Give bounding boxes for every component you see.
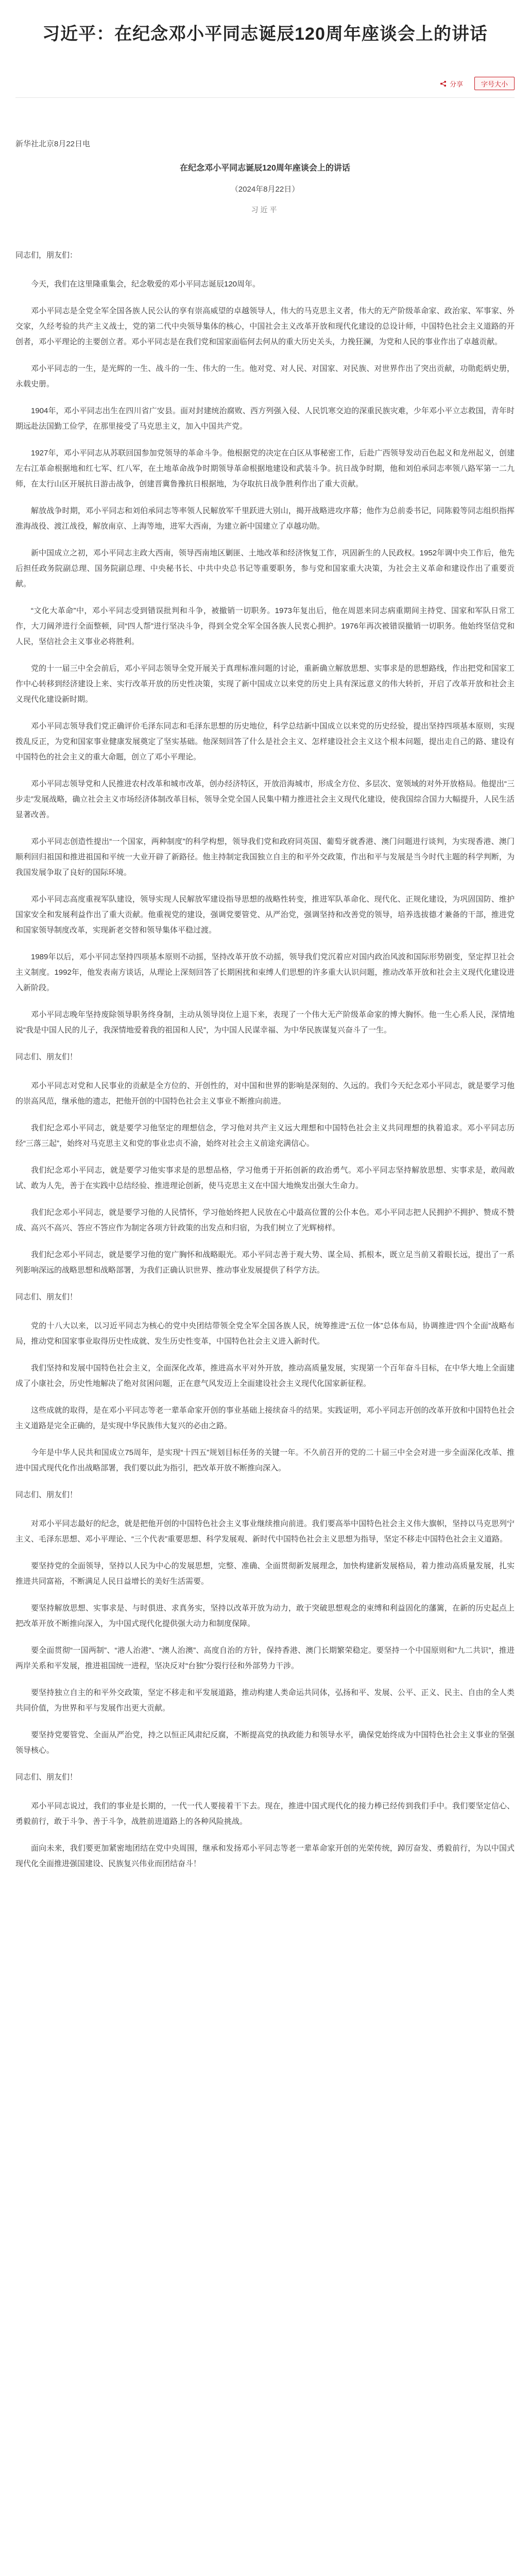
body-paragraph: 邓小平同志创造性提出“一个国家，两种制度”的科学构想，领导我们党和政府同英国、葡萄牙就香港、澳门问题进行谈判，为实现香港、澳门顺利回归祖国和推进祖国和平统一大业开辟了新路径。他主持制定我国独立自主的和平外交政策，作出和平与发展是当今时代主题的科学判断，为我国发展争取了良好的国际环境。 [15, 837, 515, 877]
header-divider [15, 97, 515, 98]
font-size-button[interactable] [474, 77, 515, 90]
article-body [15, 248, 515, 1872]
body-paragraph: 党的十八大以来，以习近平同志为核心的党中央团结带领全党全军全国各族人民，统筹推进“五位一体”总体布局，协调推进“四个全面”战略布局，推动党和国家事业取得历史性成就、发生历史性变革，中国特色社会主义进入新时代。 [15, 1321, 515, 1346]
salutation: 同志们、朋友们！ [15, 1773, 78, 1782]
salutation: 同志们、朋友们！ [15, 1293, 78, 1301]
salutation: 同志们，朋友们： [15, 251, 78, 260]
body-paragraph: 党的十一届三中全会前后，邓小平同志领导全党开展关于真理标准问题的讨论，重新确立解放思想、实事求是的思想路线，作出把党和国家工作中心转移到经济建设上来、实行改革开放的历史性决策，实现了新中国成立以来党的历史上具有深远意义的伟大转折，开启了改革开放和社会主义现代化建设新时期。 [15, 664, 515, 704]
font-size-label: 字号大小 [481, 80, 508, 88]
page-title: 习近平：在纪念邓小平同志诞辰120周年座谈会上的讲话 [42, 24, 488, 44]
body-paragraph: 我们坚持和发展中国特色社会主义，全面深化改革，推进高水平对外开放，推动高质量发展，实现第一个百年奋斗目标，在中华大地上全面建成了小康社会，历史性地解决了绝对贫困问题，正在意气风发迈上全面建设社会主义现代化国家新征程。 [15, 1364, 515, 1388]
body-paragraph: 我们纪念邓小平同志，就是要学习他的宽广胸怀和战略眼光。邓小平同志善于观大势、谋全局、抓根本，既立足当前又着眼长远，提出了一系列影响深远的战略思想和战略部署，为我们正确认识世界、推动事业发展提供了科学方法。 [15, 1250, 515, 1275]
body-paragraph: 邓小平同志领导党和人民推进农村改革和城市改革，创办经济特区，开放沿海城市，形成全方位、多层次、宽领域的对外开放格局。他提出“三步走”发展战略，确立社会主义市场经济体制改革目标，领导全党全国人民集中精力推进社会主义现代化建设，使我国综合国力大幅提升，人民生活显著改善。 [15, 779, 515, 819]
body-paragraph: 邓小平同志说过，我们的事业是长期的，一代一代人要接着干下去。现在，推进中国式现代化的接力棒已经传到我们手中。我们要坚定信心、勇毅前行，敢于斗争、善于斗争，战胜前进道路上的各种风险挑战。 [15, 1802, 515, 1826]
body-paragraph: 邓小平同志的一生，是光辉的一生、战斗的一生、伟大的一生。他对党、对人民、对国家、对民族、对世界作出了突出贡献，功勋彪炳史册，永载史册。 [15, 364, 515, 388]
body-paragraph: 今年是中华人民共和国成立75周年，是实现“十四五”规划目标任务的关键一年。不久前召开的党的二十届三中全会对进一步全面深化改革、推进中国式现代化作出战略部署，我们要以此为指引，把改革开放不断推向深入。 [15, 1448, 515, 1472]
article-date: （2024年8月22日） [230, 185, 300, 194]
article-subtitle: 在纪念邓小平同志诞辰120周年座谈会上的讲话 [180, 164, 350, 173]
body-paragraph: 我们纪念邓小平同志，就是要学习他的人民情怀，学习他始终把人民放在心中最高位置的公仆本色。邓小平同志把人民拥护不拥护、赞成不赞成、高兴不高兴、答应不答应作为制定各项方针政策的出发点和归宿，为我们树立了光辉榜样。 [15, 1208, 515, 1232]
body-paragraph: 邓小平同志晚年坚持废除领导职务终身制，主动从领导岗位上退下来，表现了一个伟大无产阶级革命家的博大胸怀。他一生心系人民，深情地说“我是中国人民的儿子，我深情地爱着我的祖国和人民”，为中国人民谋幸福、为中华民族谋复兴奋斗了一生。 [15, 1010, 515, 1035]
share-label: 分享 [449, 80, 463, 88]
share-button[interactable] [434, 77, 469, 90]
body-paragraph: 1927年，邓小平同志从苏联回国参加党领导的革命斗争。他根据党的决定在白区从事秘密工作，后赴广西领导发动百色起义和龙州起义，创建左右江革命根据地和红七军、红八军，在土地革命战争时期领导革命根据地建设和武装斗争。抗日战争时期，他和刘伯承同志率领八路军第一二九师，在太行山区开展抗日游击战争，创建晋冀鲁豫抗日根据地，为夺取抗日战争胜利作出了重大贡献。 [15, 449, 515, 488]
salutation: 同志们、朋友们！ [15, 1053, 78, 1061]
body-paragraph: 邓小平同志对党和人民事业的贡献是全方位的、开创性的，对中国和世界的影响是深刻的、久远的。我们今天纪念邓小平同志，就是要学习他的崇高风范，继承他的遗志，把他开创的中国特色社会主义事业不断推向前进。 [15, 1081, 515, 1106]
body-paragraph: 要坚持解放思想、实事求是、与时俱进、求真务实，坚持以改革开放为动力，敢于突破思想观念的束缚和利益固化的藩篱，在新的历史起点上把改革开放不断推向深入，为中国式现代化提供强大动力和制度保障。 [15, 1604, 515, 1628]
body-paragraph: 要坚持党的全面领导，坚持以人民为中心的发展思想，完整、准确、全面贯彻新发展理念，加快构建新发展格局，着力推动高质量发展，扎实推进共同富裕，不断满足人民日益增长的美好生活需要。 [15, 1562, 515, 1586]
article-toolbar [15, 76, 515, 91]
share-icon [440, 80, 447, 87]
source-line: 新华社北京8月22日电 [15, 140, 91, 148]
article-author: 习近平 [251, 206, 279, 214]
body-paragraph: 今天，我们在这里隆重集会，纪念敬爱的邓小平同志诞辰120周年。 [31, 280, 261, 289]
body-paragraph: 邓小平同志领导我们党正确评价毛泽东同志和毛泽东思想的历史地位，科学总结新中国成立以来党的历史经验，提出坚持四项基本原则，实现拨乱反正，为党和国家事业健康发展奠定了坚实基础。他深刻回答了什么是社会主义、怎样建设社会主义这个根本问题，提出走自己的路、建设有中国特色的社会主义的重大命题，创立了邓小平理论。 [15, 722, 515, 761]
body-paragraph: 新中国成立之初，邓小平同志主政大西南，领导西南地区剿匪、土地改革和经济恢复工作，巩固新生的人民政权。1952年调中央工作后，他先后担任政务院副总理、国务院副总理、中央秘书长、中共中央总书记等重要职务，参与党和国家重大决策，为社会主义革命和建设作出了重要贡献。 [15, 549, 515, 588]
body-paragraph: 我们纪念邓小平同志，就是要学习他坚定的理想信念，学习他对共产主义远大理想和中国特色社会主义共同理想的执着追求。邓小平同志历经“三落三起”，始终对马克思主义和党的事业忠贞不渝，始终对社会主义前途充满信心。 [15, 1124, 515, 1148]
body-paragraph: 我们纪念邓小平同志，就是要学习他实事求是的思想品格，学习他勇于开拓创新的政治勇气。邓小平同志坚持解放思想、实事求是，敢闯敢试、敢为人先，善于在实践中总结经验、推进理论创新，使马克思主义在中国大地焕发出强大生命力。 [15, 1166, 515, 1190]
body-paragraph: 邓小平同志是全党全军全国各族人民公认的享有崇高威望的卓越领导人，伟大的马克思主义者，伟大的无产阶级革命家、政治家、军事家、外交家，久经考验的共产主义战士，党的第二代中央领导集体的核心，中国社会主义改革开放和现代化建设的总设计师，中国特色社会主义道路的开创者，邓小平理论的主要创立者。邓小平同志是在我们党和国家面临何去何从的重大历史关头，力挽狂澜，为党和人民的事业作出了卓越贡献。 [15, 307, 515, 346]
body-paragraph: 面向未来，我们要更加紧密地团结在党中央周围，继承和发扬邓小平同志等老一辈革命家开创的光荣传统，踔厉奋发、勇毅前行，为以中国式现代化全面推进强国建设、民族复兴伟业而团结奋斗！ [15, 1844, 515, 1868]
salutation: 同志们、朋友们！ [15, 1490, 78, 1499]
body-paragraph: 解放战争时期，邓小平同志和刘伯承同志等率领人民解放军千里跃进大别山，揭开战略进攻序幕；他作为总前委书记，同陈毅等同志组织指挥淮海战役、渡江战役，解放南京、上海等地，进军大西南，为建立新中国建立了卓越功勋。 [15, 506, 515, 531]
body-paragraph: “文化大革命”中，邓小平同志受到错误批判和斗争，被撤销一切职务。1973年复出后，他在周恩来同志病重期间主持党、国家和军队日常工作，大刀阔斧进行全面整顿，同“四人帮”进行坚决斗争，得到全党全军全国各族人民衷心拥护。1976年再次被错误撤销一切职务。他始终坚信党和人民，坚信社会主义事业必将胜利。 [15, 606, 515, 646]
body-paragraph: 这些成就的取得，是在邓小平同志等老一辈革命家开创的事业基础上接续奋斗的结果。实践证明，邓小平同志开创的改革开放和中国特色社会主义道路是完全正确的，是实现中华民族伟大复兴的必由之路。 [15, 1406, 515, 1430]
body-paragraph: 1989年以后，邓小平同志坚持四项基本原则不动摇，坚持改革开放不动摇，领导我们党沉着应对国内政治风波和国际形势剧变，坚定捍卫社会主义制度。1992年，他发表南方谈话，从理论上深刻回答了长期困扰和束缚人们思想的许多重大认识问题，推动改革开放和社会主义现代化建设进入新阶段。 [15, 953, 515, 992]
body-paragraph: 邓小平同志高度重视军队建设，领导实现人民解放军建设指导思想的战略性转变，推进军队革命化、现代化、正规化建设，为巩固国防、维护国家安全和发展利益作出了重大贡献。他重视党的建设，强调党要管党、从严治党，强调坚持和改善党的领导，培养选拔德才兼备的干部，推进党和国家领导制度改革，实现新老交替和领导集体平稳过渡。 [15, 895, 515, 935]
body-paragraph: 要坚持党要管党、全面从严治党，持之以恒正风肃纪反腐，不断提高党的执政能力和领导水平，确保党始终成为中国特色社会主义事业的坚强领导核心。 [15, 1731, 515, 1755]
body-paragraph: 要全面贯彻“一国两制”、“港人治港”、“澳人治澳”、高度自治的方针，保持香港、澳门长期繁荣稳定。要坚持一个中国原则和“九二共识”，推进两岸关系和平发展，推进祖国统一进程，坚决反对“台独”分裂行径和外部势力干涉。 [15, 1646, 515, 1670]
body-paragraph: 1904年，邓小平同志出生在四川省广安县。面对封建统治腐败、西方列强入侵、人民饥寒交迫的深重民族灾难，少年邓小平立志救国，青年时期远赴法国勤工俭学，在那里接受了马克思主义，加入中国共产党。 [15, 406, 515, 431]
body-paragraph: 对邓小平同志最好的纪念，就是把他开创的中国特色社会主义事业继续推向前进。我们要高举中国特色社会主义伟大旗帜，坚持以马克思列宁主义、毛泽东思想、邓小平理论、“三个代表”重要思想、科学发展观、新时代中国特色社会主义思想为指导，坚定不移走中国特色社会主义道路。 [15, 1519, 515, 1544]
body-paragraph: 要坚持独立自主的和平外交政策，坚定不移走和平发展道路，推动构建人类命运共同体，弘扬和平、发展、公平、正义、民主、自由的全人类共同价值，为世界和平与发展作出更大贡献。 [15, 1688, 515, 1713]
